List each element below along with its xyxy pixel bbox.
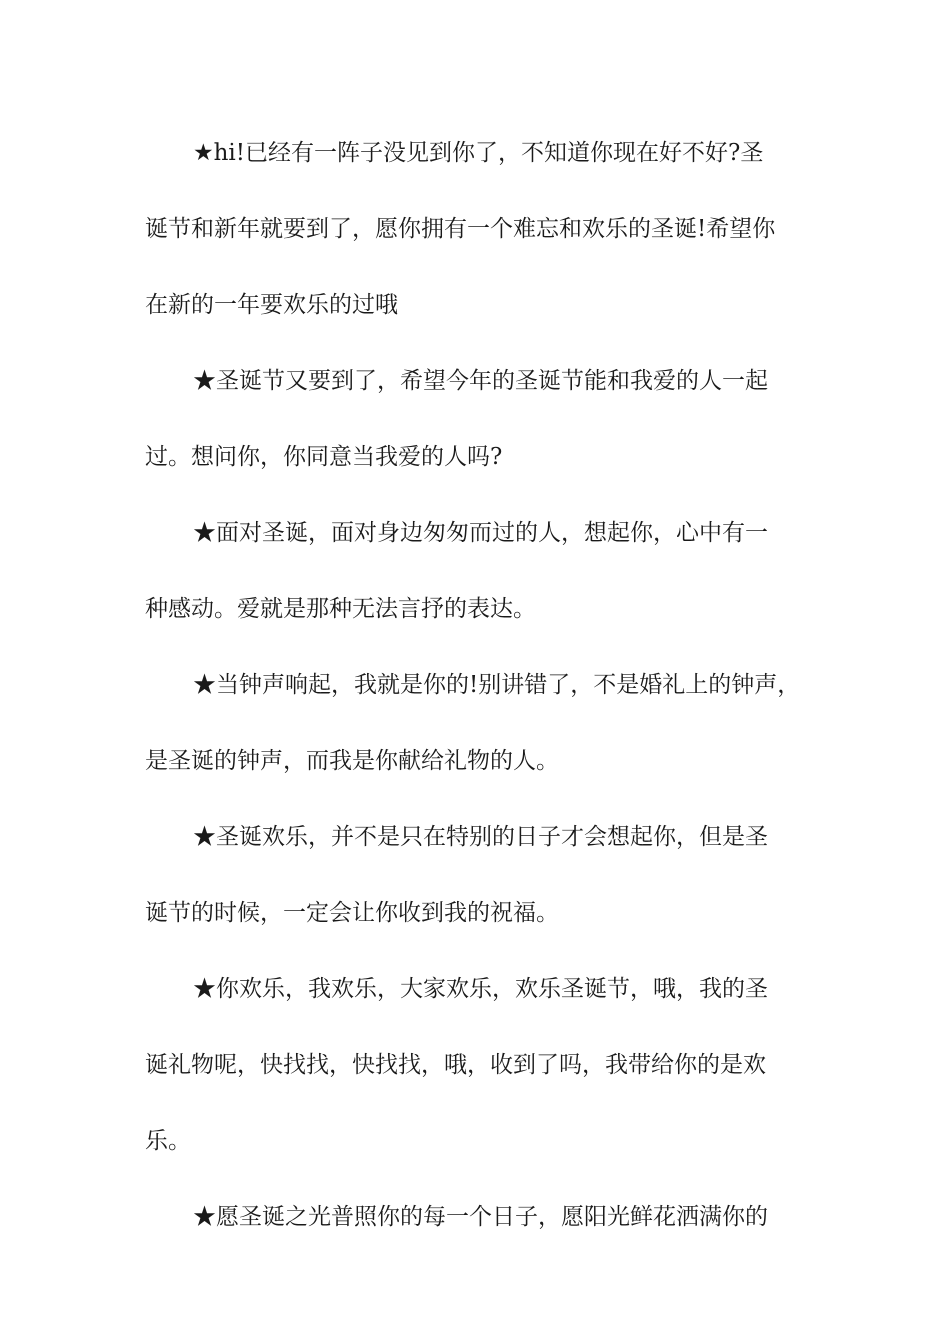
text-line: 过。想问你，你同意当我爱的人吗? xyxy=(145,444,503,470)
text-line: ★圣诞欢乐，并不是只在特别的日子才会想起你，但是圣 xyxy=(193,824,768,850)
greeting-paragraph-1 xyxy=(145,131,807,359)
text-line: ★面对圣诞，面对身边匆匆而过的人，想起你，心中有一 xyxy=(193,520,768,546)
greeting-paragraph-6 xyxy=(145,967,807,1195)
text-line: ★你欢乐，我欢乐，大家欢乐，欢乐圣诞节，哦，我的圣 xyxy=(193,976,768,1002)
text-line: 诞节的时候，一定会让你收到我的祝福。 xyxy=(145,900,559,926)
text-line: 诞节和新年就要到了，愿你拥有一个难忘和欢乐的圣诞!希望你 xyxy=(145,216,776,242)
text-line: 是圣诞的钟声，而我是你献给礼物的人。 xyxy=(145,748,559,774)
document-body xyxy=(145,131,807,1271)
text-line: ★当钟声响起，我就是你的!别讲错了，不是婚礼上的钟声， xyxy=(193,672,801,698)
text-line: 在新的一年要欢乐的过哦 xyxy=(145,292,398,318)
greeting-paragraph-4 xyxy=(145,663,807,815)
greeting-paragraph-7 xyxy=(145,1195,807,1271)
greeting-paragraph-2 xyxy=(145,359,807,511)
text-line: 乐。 xyxy=(145,1128,191,1154)
text-line: ★hi!已经有一阵子没见到你了，不知道你现在好不好?圣 xyxy=(193,140,764,166)
text-line: ★愿圣诞之光普照你的每一个日子，愿阳光鲜花洒满你的 xyxy=(193,1204,768,1230)
text-line: ★圣诞节又要到了，希望今年的圣诞节能和我爱的人一起 xyxy=(193,368,768,394)
text-line: 种感动。爱就是那种无法言抒的表达。 xyxy=(145,596,536,622)
greeting-paragraph-3 xyxy=(145,511,807,663)
text-line: 诞礼物呢，快找找，快找找，哦，收到了吗，我带给你的是欢 xyxy=(145,1052,766,1078)
greeting-paragraph-5 xyxy=(145,815,807,967)
